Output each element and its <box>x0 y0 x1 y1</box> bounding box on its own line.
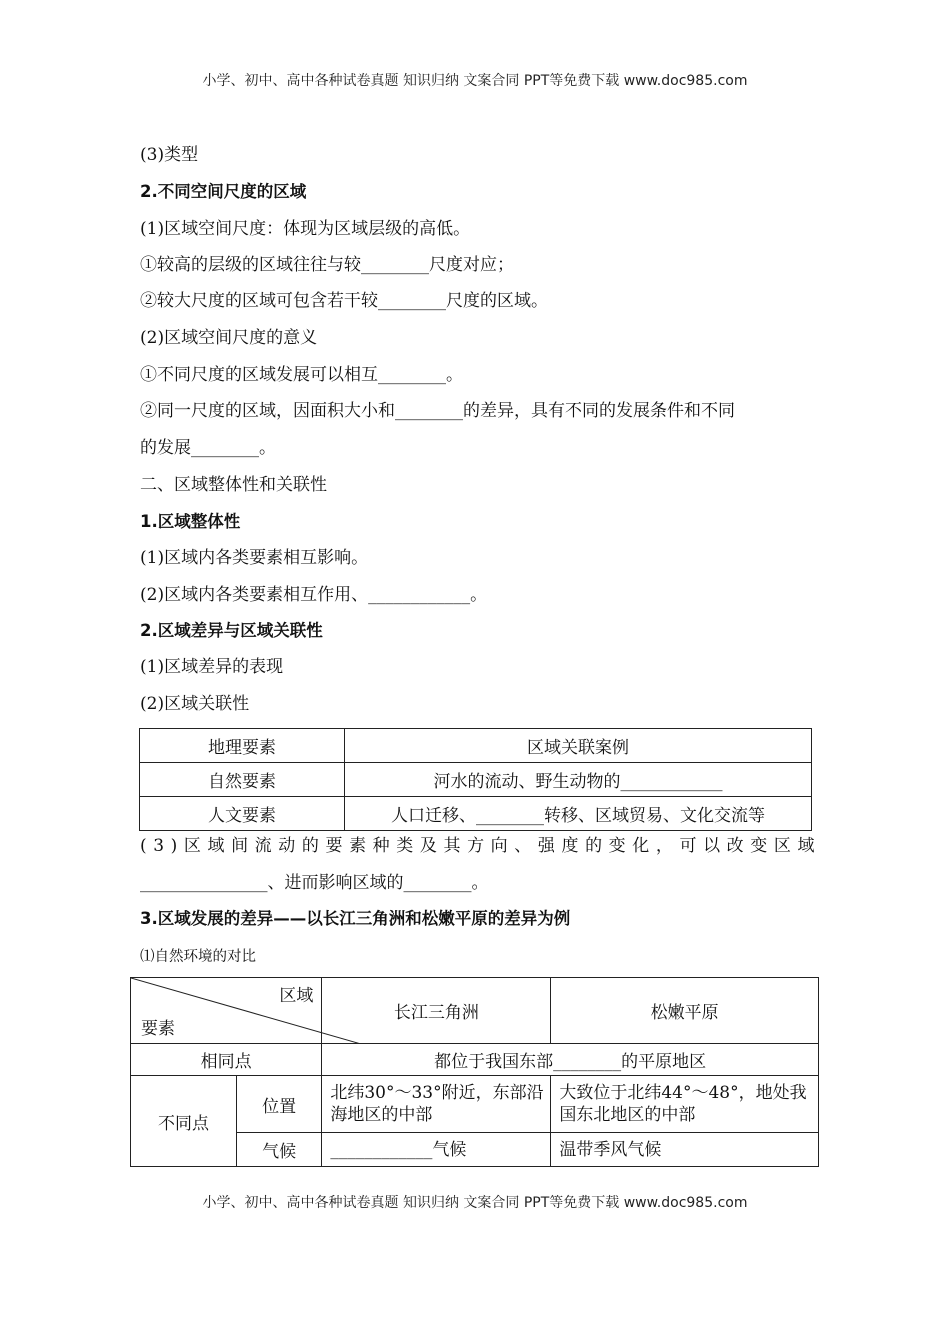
table2-same-value: 都位于我国东部________的平原地区 <box>322 1044 819 1076</box>
heading-difference: 2.区域差异与区域关联性 <box>140 621 323 640</box>
table2-same-label: 相同点 <box>131 1044 322 1076</box>
table1-human-case: 人口迁移、________转移、区域贸易、文化交流等 <box>345 797 812 831</box>
table2-location-yangtze: 北纬30°～33°附近，东部沿海地区的中部 <box>322 1076 551 1133</box>
association-table <box>139 728 812 831</box>
table2-corner-cell <box>131 978 322 1044</box>
table2-location-label: 位置 <box>237 1076 322 1133</box>
line-scale-definition: (1)区域空间尺度：体现为区域层级的高低。 <box>140 219 471 239</box>
heading-spatial-scale: 2.不同空间尺度的区域 <box>140 182 307 201</box>
table-row <box>140 797 812 831</box>
page-footer: 小学、初中、高中各种试卷真题 知识归纳 文案合同 PPT等免费下载 www.doc985.com <box>202 1195 748 1211</box>
heading-integrity: 1.区域整体性 <box>140 512 241 531</box>
line-flow-elements: (3)区域间流动的要素种类及其方向、强度的变化，可以改变区域 <box>140 836 822 856</box>
table2-location-songnen: 大致位于北纬44°～48°，地处我国东北地区的中部 <box>551 1076 819 1133</box>
line-association: (2)区域关联性 <box>140 694 250 714</box>
table1-header-element: 地理要素 <box>140 729 345 763</box>
line-types: (3)类型 <box>140 145 199 165</box>
line-integrity-2: (2)区域内各类要素相互作用、____________。 <box>140 585 488 605</box>
line-meaning-2: ②同一尺度的区域，因面积大小和________的差异，具有不同的发展条件和不同 <box>140 401 735 421</box>
section-title-2: 二、区域整体性和关联性 <box>140 475 327 495</box>
line-meaning-2-cont: 的发展________。 <box>140 438 276 458</box>
corner-label-region: 区域 <box>279 986 314 1006</box>
table-row <box>131 1076 819 1133</box>
table1-human-label: 人文要素 <box>140 797 345 831</box>
table2-diff-label: 不同点 <box>131 1076 237 1167</box>
line-flow-elements-cont: _______________、进而影响区域的________。 <box>140 873 489 893</box>
line-meaning-1: ①不同尺度的区域发展可以相互________。 <box>140 365 463 385</box>
table2-climate-songnen: 温带季风气候 <box>551 1133 819 1167</box>
table1-header-case: 区域关联案例 <box>345 729 812 763</box>
comparison-table <box>130 977 819 1167</box>
table2-col-songnen: 松嫩平原 <box>551 978 819 1044</box>
line-integrity-1: (1)区域内各类要素相互影响。 <box>140 548 369 568</box>
table-row <box>131 1044 819 1076</box>
table1-natural-label: 自然要素 <box>140 763 345 797</box>
table2-climate-yangtze: ____________气候 <box>322 1133 551 1167</box>
heading-development-difference: 3.区域发展的差异——以长江三角洲和松嫩平原的差异为例 <box>140 909 571 928</box>
table2-climate-label: 气候 <box>237 1133 322 1167</box>
line-scale-1: ①较高的层级的区域往往与较________尺度对应； <box>140 255 514 275</box>
line-scale-meaning: (2)区域空间尺度的意义 <box>140 328 318 348</box>
line-scale-2: ②较大尺度的区域可包含若干较________尺度的区域。 <box>140 291 548 311</box>
table-row <box>140 763 812 797</box>
table2-col-yangtze: 长江三角洲 <box>322 978 551 1044</box>
table1-natural-case: 河水的流动、野生动物的____________ <box>345 763 812 797</box>
corner-label-element: 要素 <box>141 1019 175 1039</box>
line-natural-environment: ⑴自然环境的对比 <box>140 949 256 965</box>
page-header: 小学、初中、高中各种试卷真题 知识归纳 文案合同 PPT等免费下载 www.doc985.com <box>202 73 748 89</box>
line-difference: (1)区域差异的表现 <box>140 657 284 677</box>
